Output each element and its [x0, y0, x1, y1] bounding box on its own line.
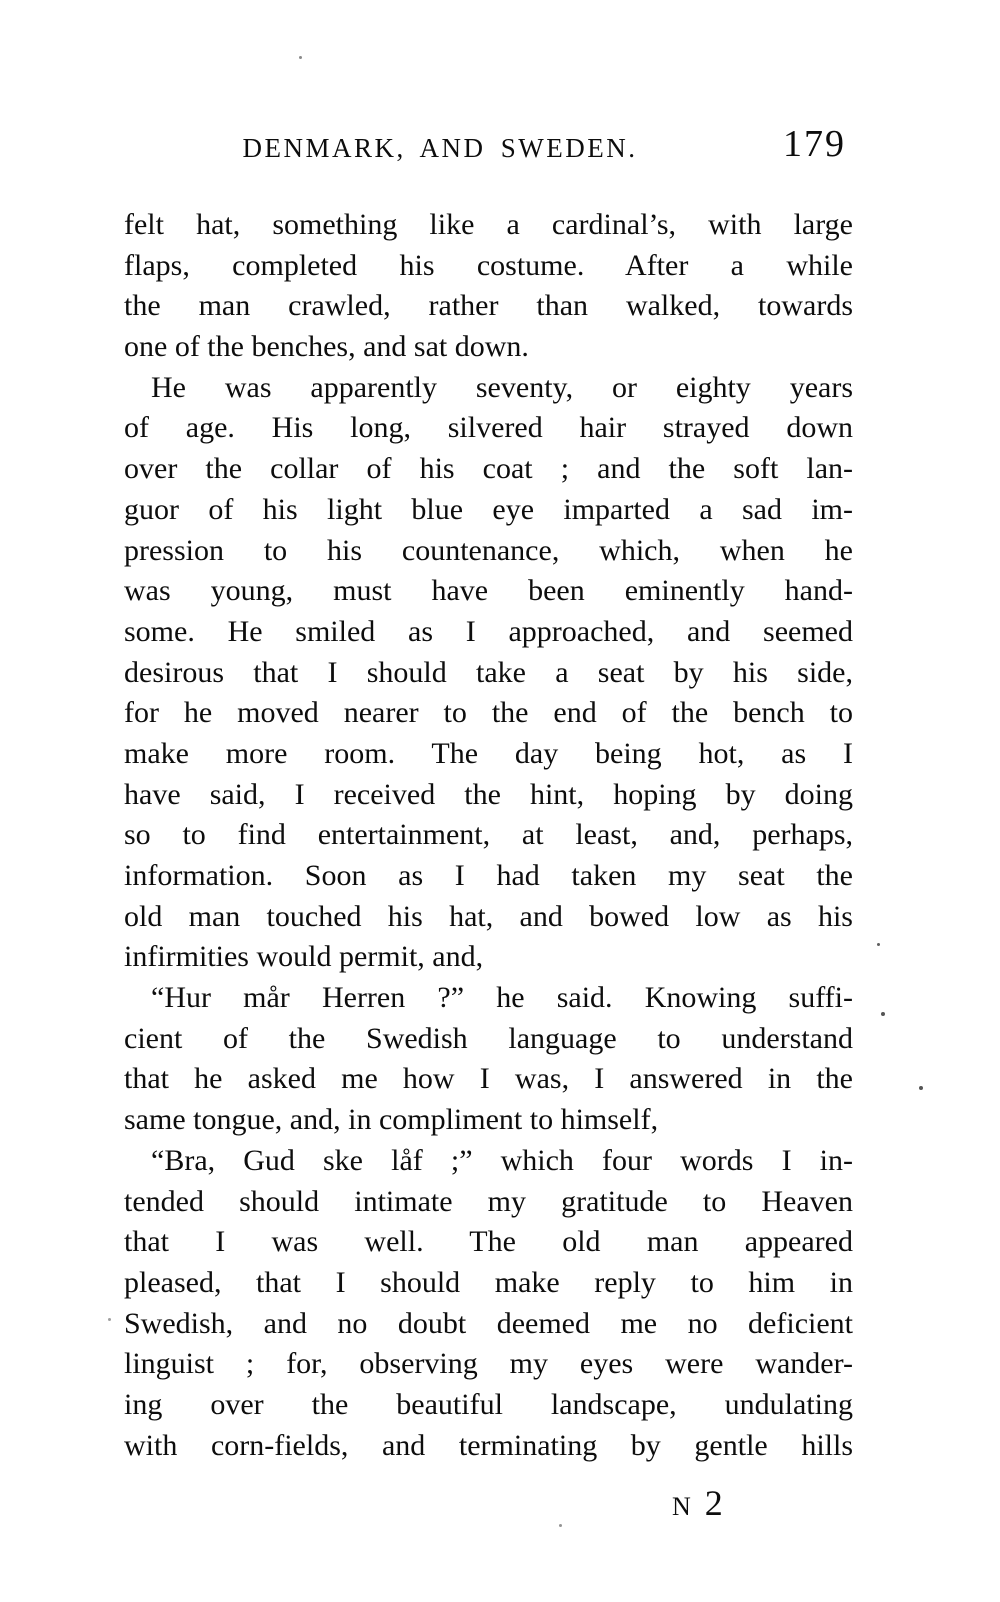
running-header-title: DENMARK, AND SWEDEN.: [242, 133, 638, 163]
text-line: “Hur mår Herren ?” he said. Knowing suffi-: [151, 981, 853, 1015]
text-line: information. Soon as I had taken my seat the: [124, 859, 853, 892]
text-line: tended should intimate my gratitude to Heaven: [124, 1184, 853, 1218]
text-line: the man crawled, rather than walked, towards: [124, 289, 853, 323]
text-line: Swedish, and no doubt deemed me no deficient: [124, 1306, 853, 1340]
text-line: make more room. The day being hot, as I: [124, 736, 853, 770]
page-number: 179: [783, 123, 846, 165]
scan-speck: [108, 1318, 111, 1321]
scan-speck: [919, 1086, 923, 1090]
text-line: guor of his light blue eye imparted a sad im-: [124, 492, 853, 526]
text-line: ing over the beautiful landscape, undulating: [124, 1387, 853, 1421]
text-line: same tongue, and, in compliment to himself,: [124, 1103, 659, 1137]
scan-speck: [299, 56, 302, 59]
signature-number: 2: [704, 1483, 723, 1523]
text-line: for he moved nearer to the end of the bench to: [124, 696, 853, 730]
text-line: pression to his countenance, which, when he: [124, 533, 853, 567]
signature-letter: N: [672, 1492, 691, 1521]
text-line: so to find entertainment, at least, and, perhaps,: [124, 818, 853, 852]
text-line: desirous that I should take a seat by his side,: [124, 655, 853, 689]
text-line: over the collar of his coat ; and the soft lan-: [124, 452, 853, 486]
paragraph: [124, 368, 853, 978]
text-line: one of the benches, and sat down.: [124, 330, 529, 364]
text-line: of age. His long, silvered hair strayed down: [124, 411, 853, 445]
text-line: old man touched his hat, and bowed low as his: [124, 899, 853, 933]
text-line: felt hat, something like a cardinal’s, with large: [124, 208, 853, 241]
text-line: infirmities would permit, and,: [124, 940, 484, 974]
scan-speck: [881, 1012, 885, 1016]
text-block: [124, 205, 853, 1466]
text-line: flaps, completed his costume. After a while: [124, 248, 853, 282]
paragraph: [124, 978, 853, 1141]
text-line: linguist ; for, observing my eyes were wander-: [124, 1347, 853, 1381]
text-line: have said, I received the hint, hoping by doing: [124, 777, 853, 811]
text-line: “Bra, Gud ske låf ;” which four words I in-: [151, 1143, 853, 1177]
paragraph: [124, 1141, 853, 1467]
text-line: some. He smiled as I approached, and seemed: [124, 614, 853, 648]
paragraph: [124, 205, 853, 368]
text-line: that he asked me how I was, I answered in the: [124, 1062, 853, 1096]
signature-mark: [672, 1482, 723, 1524]
text-line: with corn-fields, and terminating by gentle hills: [124, 1428, 853, 1462]
text-line: was young, must have been eminently hand-: [124, 574, 853, 608]
text-line: pleased, that I should make reply to him in: [124, 1265, 853, 1299]
text-line: He was apparently seventy, or eighty years: [151, 370, 853, 404]
scan-speck: [559, 1524, 562, 1527]
text-line: that I was well. The old man appeared: [124, 1225, 853, 1259]
scan-speck: [877, 943, 880, 946]
text-line: cient of the Swedish language to understand: [124, 1021, 853, 1055]
